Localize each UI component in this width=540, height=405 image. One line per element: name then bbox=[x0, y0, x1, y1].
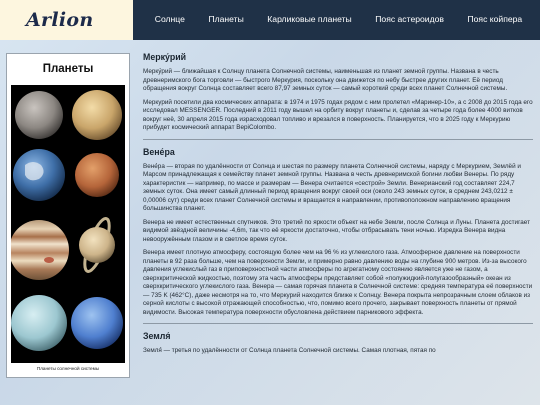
section-title: Земля́ bbox=[143, 331, 171, 341]
nav-item-dwarf-planets[interactable]: Карликовые планеты bbox=[267, 14, 352, 24]
section-earth bbox=[143, 331, 533, 356]
main-nav bbox=[133, 0, 540, 40]
site-logo[interactable]: Arlion bbox=[26, 9, 94, 31]
nav-item-kuiper-belt[interactable]: Пояс койпера bbox=[467, 14, 523, 24]
section-venus bbox=[143, 147, 533, 318]
nav-item-asteroid-belt[interactable]: Пояс астероидов bbox=[375, 14, 444, 24]
paragraph: Мерку́рий — ближайшая к Солнцу планета Солнечной системы, наименьшая из планет земной группы. Названа в честь древнеримского бога торговли — быстрого Меркурия, поскольку она движется по небу быстрее других планет. Её период обращения вокруг Солнца составляет всего 87,97 земных суток — самый короткий среди всех планет Солнечной системы. bbox=[143, 68, 508, 92]
paragraph: Венера имеет плотную атмосферу, состоящую более чем на 96 % из углекислого газа. Атмосферное давление на поверхности планеты в 92 раза больше, чем на поверхности Земли, и примерно равно давлению воды на глубине 900 метров. Из-за высокого давления углекислый газ в приповерхностной части атмосферы по агрегатному состоянию является уже не газом, а сверхкритической жидкостью, поэтому эта часть атмосферы представляет собой «полужидкий-полугазообразный» океан из сверхкритического углекислого газа. Венера — самая горячая планета в Солнечной системе: средняя температура её поверхности — 735 K (462°C), даже несмотря на то, что Меркурий находится ближе к Солнцу. Венера покрыта непрозрачным слоем облаков из серной кислоты с высокой отражающей способностью, что, помимо всего прочего, закрывает поверхность планеты от прямой видимости. Высокая температура поверхности обусловлена действием парникового эффекта. bbox=[143, 249, 533, 316]
logo-area[interactable] bbox=[0, 0, 133, 40]
paragraph: Меркурий посетили два космических аппарата: в 1974 и 1975 годах рядом с ним пролетел «Маринер-10», а с 2008 до 2015 года его исследовал MESSENGER. Последний в 2011 году вышел на орбиту вокруг планеты и, сделав за четыре года более 4000 витков вокруг неё, 30 апреля 2015 года израсходовал топливо и врезался в поверхность. Планируется, что в 2025 году к Меркурию прибудет космический аппарат BepiColombo. bbox=[143, 98, 533, 131]
paragraph: Венера не имеет естественных спутников. Это третий по яркости объект на небе Земли, после Солнца и Луны. Планета достигает видимой звёздной величины -4,6m, так что её яркости достаточно, чтобы отбрасывать тени ночью. Изредка Венера видна невооружённым глазом и в светлое время суток. bbox=[143, 218, 531, 243]
main-content bbox=[143, 52, 533, 405]
sidebar-card bbox=[6, 53, 130, 378]
section-divider bbox=[143, 323, 533, 324]
section-title: Мерку́рий bbox=[143, 52, 187, 62]
sidebar-caption: Планеты солнечной системы bbox=[36, 366, 100, 371]
site-header bbox=[0, 0, 540, 40]
section-title: Вене́ра bbox=[143, 146, 175, 157]
section-divider bbox=[143, 139, 533, 140]
section-mercury bbox=[143, 52, 533, 133]
planets-image bbox=[11, 85, 125, 363]
nav-item-sun[interactable]: Солнце bbox=[154, 14, 185, 24]
sidebar-title: Планеты bbox=[42, 63, 94, 75]
paragraph: Вене́ра — вторая по удалённости от Солнца и шестая по размеру планета Солнечной системы, наряду с Меркурием, Землёй и Марсом принадлежащая к семейству планет земной группы. Названа в честь древнеримской богини любви Венеры. По ряду характеристик — например, по массе и размерам — Венера считается «сестрой» Земли. Венерианский год составляет 224,7 земных суток. Она имеет самый длинный период вращения вокруг своей оси (около 243 земных суток, в среднем 243,0212 ± 0,00006 сут) среди всех планет Солнечной системы и вращается в направлении, противоположном направлению вращения большинства планет. bbox=[143, 162, 521, 212]
paragraph: Земля́ — третья по удалённости от Солнца планета Солнечной системы. Самая плотная, пятая по bbox=[143, 347, 436, 354]
nav-item-planets[interactable]: Планеты bbox=[208, 14, 244, 24]
